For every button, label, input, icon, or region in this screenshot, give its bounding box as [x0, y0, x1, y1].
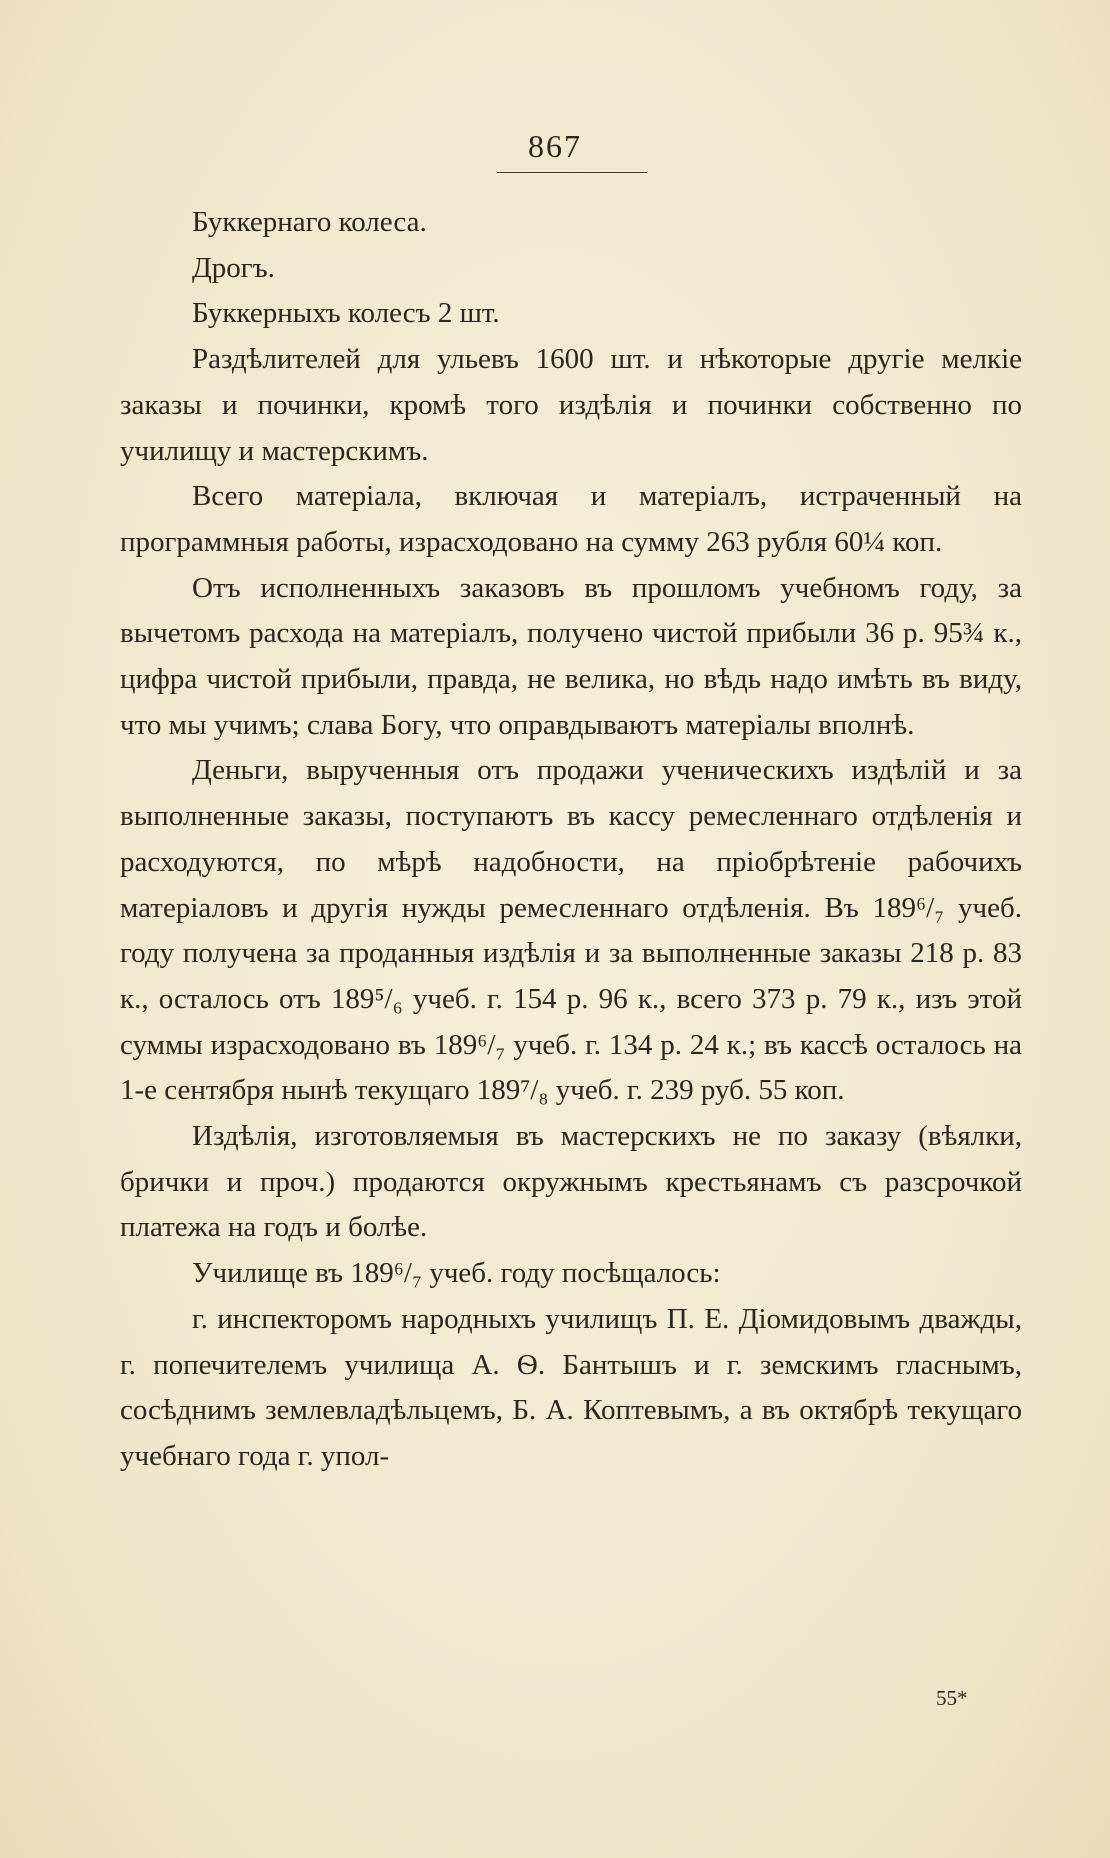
paragraph-7: Деньги, вырученныя отъ продажи ученическихъ издѣлій и за выполненные заказы, поступаютъ въ кассу ремесленнаго отдѣленія и расходуются, по мѣрѣ надобности, на пріобрѣтеніе рабочихъ матеріаловъ и другія нужды ремесленнаго отдѣленія. Въ 189⁶/₇ учеб. году получена за проданныя издѣлія и за выполненные заказы 218 р. 83 к., осталось отъ 189⁵/₆ учеб. г. 154 р. 96 к., всего 373 р. 79 к., изъ этой суммы израсходовано въ 189⁶/₇ учеб. г. 134 р. 24 к.; въ кассѣ осталось на 1-е сентября нынѣ текущаго 189⁷/₈ учеб. г. 239 руб. 55 коп.: [120, 754, 1022, 1107]
signature-mark: 55*: [936, 1686, 968, 1710]
paragraph-6: Отъ исполненныхъ заказовъ въ прошломъ учебномъ году, за вычетомъ расхода на матеріалъ, получено чистой прибыли 36 р. 95¾ к., цифра чистой прибыли, правда, не велика, но вѣдь надо имѣть въ виду, что мы учимъ; слава Богу, что оправдываютъ матеріалы вполнѣ.: [120, 571, 1022, 741]
page-number: 867: [528, 128, 582, 164]
body-text: [120, 200, 1022, 1480]
paragraph-4: Раздѣлителей для ульевъ 1600 шт. и нѣкоторые другіе мелкіе заказы и починки, кромѣ того издѣлія и починки собственно по училищу и мастерскимъ.: [120, 343, 1022, 467]
header-rule: [497, 172, 647, 173]
paragraph-9: Училище въ 189⁶/₇ учеб. году посѣщалось:: [192, 1257, 721, 1290]
paragraph-1: Буккернаго колеса.: [192, 206, 427, 238]
paragraph-2: Дрогъ.: [192, 251, 275, 284]
paragraph-5: Всего матеріала, включая и матеріалъ, истраченный на программныя работы, израсходовано на сумму 263 рубля 60¼ коп.: [120, 480, 1022, 558]
paragraph-8: Издѣлія, изготовляемыя въ мастерскихъ не по заказу (вѣялки, брички и проч.) продаются окружнымъ крестьянамъ съ разсрочкой платежа на годъ и болѣе.: [120, 1120, 1022, 1244]
paragraph-3: Буккерныхъ колесъ 2 шт.: [192, 297, 500, 330]
paragraph-10: г. инспекторомъ народныхъ училищъ П. Е. Діомидовымъ дважды, г. попечителемъ училища А. Ѳ. Бантышъ и г. земскимъ гласнымъ, сосѣднимъ землевладѣльцемъ, Б. А. Коптевымъ, а въ октябрѣ текущаго учебнаго года г. упол-: [120, 1302, 1022, 1472]
